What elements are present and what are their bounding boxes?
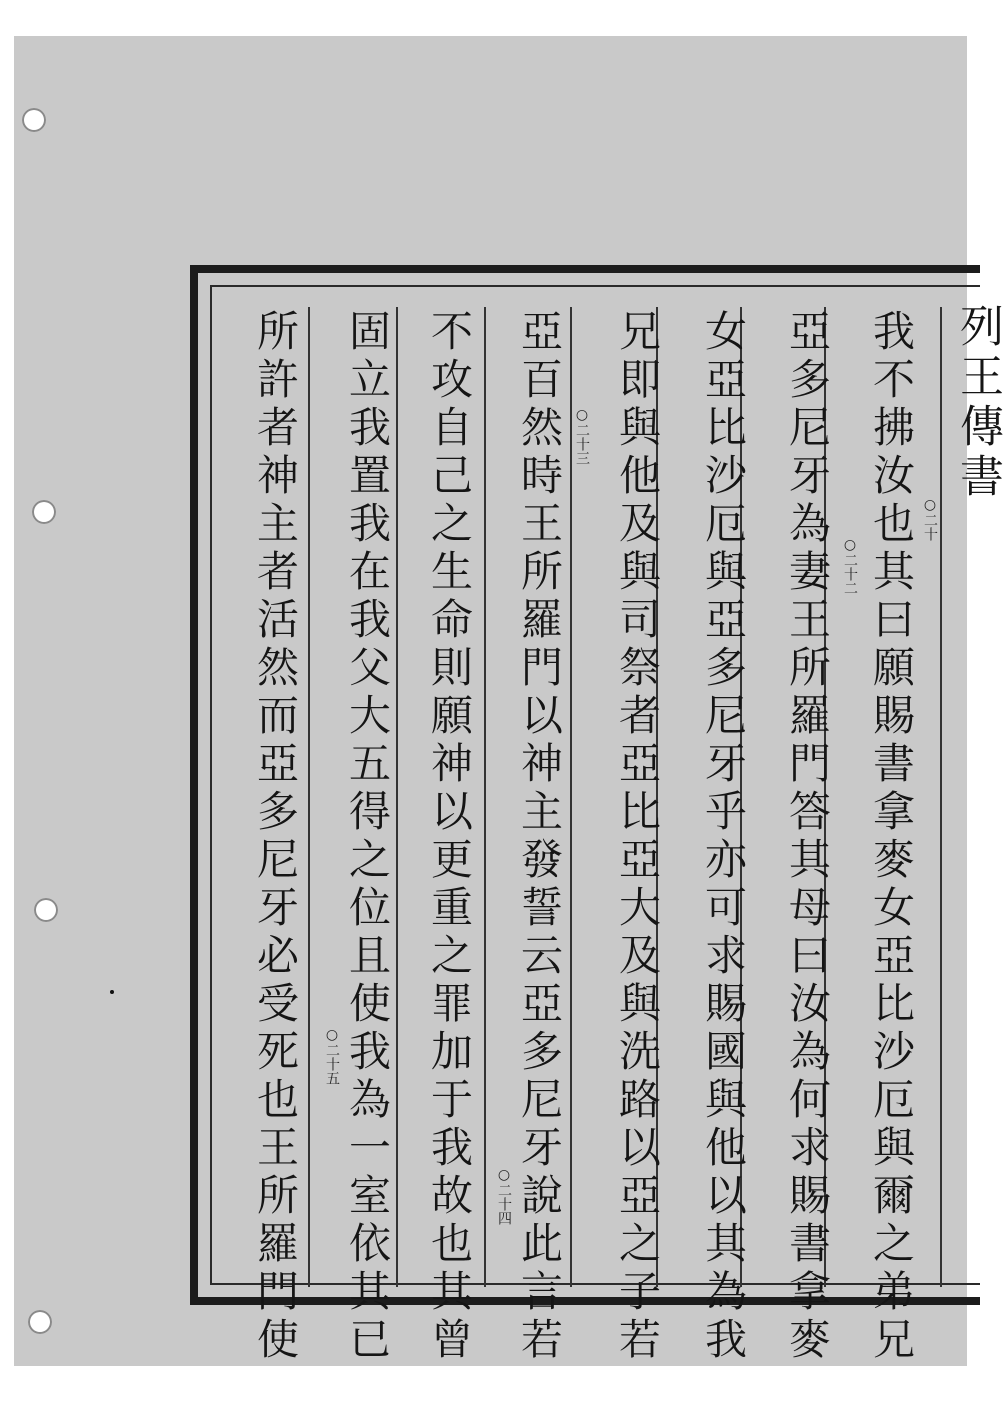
text-column: 不攻自己之生命則願神以更重之罪加于我故也其曾 (425, 309, 474, 1365)
verse-number: ○二十 (922, 497, 938, 541)
printed-page-frame (190, 265, 1003, 1365)
text-column: 亞多尼牙為妻王所羅門答其母曰汝為何求賜書拿麥 (783, 309, 832, 1365)
punch-hole (32, 500, 56, 524)
column-rule (484, 307, 486, 1287)
punch-hole (28, 1310, 52, 1334)
verse-number: ○二十三 (574, 407, 590, 465)
text-column: 我不拂汝也其曰願賜書拿麥女亞比沙厄與爾之弟兄 (867, 309, 916, 1365)
text-column: 固立我置我在我父大五得之位且使我為一室依其已 (343, 309, 392, 1365)
verse-number: ○二十五 (324, 1027, 340, 1085)
column-rule (940, 307, 942, 1287)
text-column: 女亞比沙厄與亞多尼牙乎亦可求賜國與他以其為我 (699, 309, 748, 1365)
punch-hole (22, 108, 46, 132)
text-column: 所許者神主者活然而亞多尼牙必受死也王所羅門使 (251, 309, 300, 1365)
column-rule (308, 307, 310, 1287)
text-column: 亞百然時王所羅門以神主發誓云亞多尼牙說此言若 (515, 309, 564, 1365)
punch-hole (34, 898, 58, 922)
speck (110, 990, 114, 994)
text-block (210, 285, 1003, 1365)
header-fragment: 列王傳書 (952, 303, 1003, 503)
verse-number: ○二十四 (496, 1167, 512, 1225)
text-column: 兄即與他及與司祭者亞比亞大及與洗路以亞之子若 (613, 309, 662, 1365)
verse-number: ○二十二 (842, 537, 858, 595)
column-rule (396, 307, 398, 1287)
